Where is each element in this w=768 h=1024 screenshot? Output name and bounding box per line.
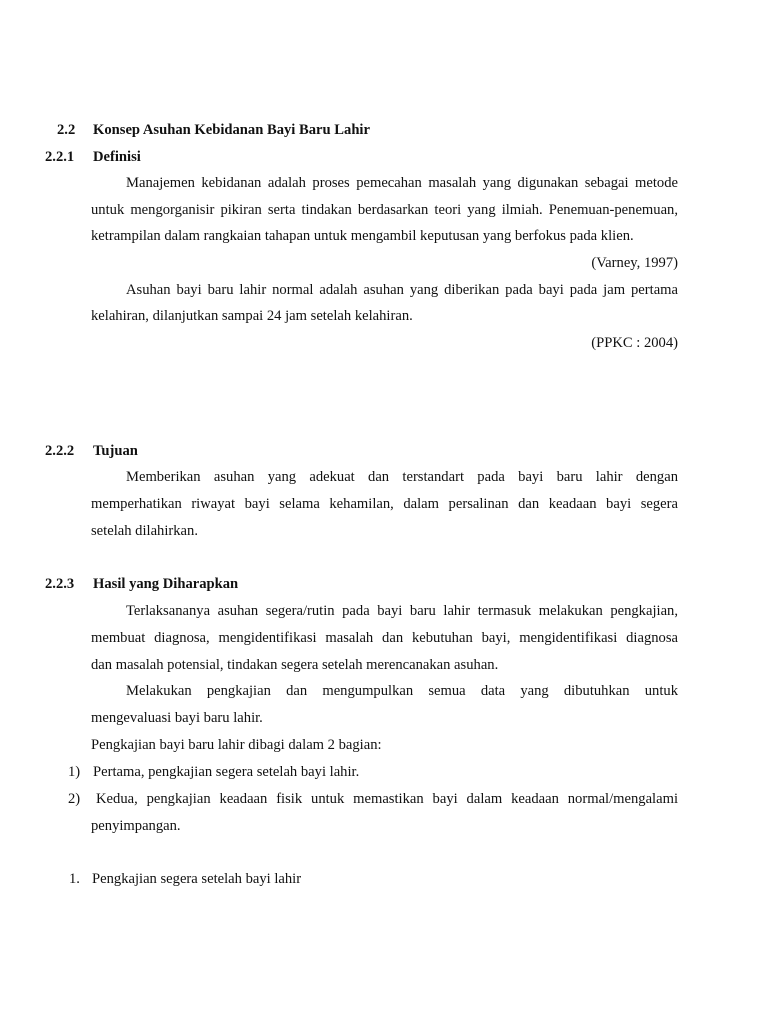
section-2-2-3-number: 2.2.3: [45, 576, 75, 592]
tujuan-line2: memperhatikan riwayat bayi selama kehamilan, dalam persalinan dan keadaan bayi segera: [91, 496, 678, 512]
definisi-para1-line1: Manajemen kebidanan adalah proses pemecahan masalah yang digunakan sebagai metode: [126, 175, 678, 191]
section-2-2-title: Konsep Asuhan Kebidanan Bayi Baru Lahir: [93, 122, 370, 138]
section-2-2-number: 2.2: [57, 122, 76, 138]
list-marker-1: 1): [68, 764, 81, 780]
hasil-para2-line2: mengevaluasi bayi baru lahir.: [91, 710, 263, 726]
hasil-para1-line2: membuat diagnosa, mengidentifikasi masalah dan kebutuhan bayi, mengidentifikasi diagnosa: [91, 630, 678, 646]
citation-varney: (Varney, 1997): [591, 255, 678, 271]
tujuan-line1: Memberikan asuhan yang adekuat dan terstandart pada bayi baru lahir dengan: [126, 469, 678, 485]
subheading-marker: 1.: [69, 871, 80, 887]
definisi-para2-line1: Asuhan bayi baru lahir normal adalah asuhan yang diberikan pada bayi pada jam pertama: [126, 282, 678, 298]
hasil-para1-line1: Terlaksananya asuhan segera/rutin pada bayi baru lahir termasuk melakukan pengkajian,: [126, 603, 678, 619]
hasil-para1-line3: dan masalah potensial, tindakan segera setelah merencanakan asuhan.: [91, 657, 499, 673]
list-marker-2: 2): [68, 791, 81, 807]
list-item-1: Pertama, pengkajian segera setelah bayi lahir.: [93, 764, 360, 780]
section-2-2-3-title: Hasil yang Diharapkan: [93, 576, 239, 592]
definisi-para1-line2: untuk mengorganisir pikiran serta tindakan berdasarkan teori yang ilmiah. Penemuan-penemuan,: [91, 202, 678, 218]
section-2-2-2-title: Tujuan: [93, 443, 138, 459]
hasil-intro: Pengkajian bayi baru lahir dibagi dalam 2 bagian:: [91, 737, 382, 753]
tujuan-line3: setelah dilahirkan.: [91, 523, 198, 539]
list-item-2-line2: penyimpangan.: [91, 818, 181, 834]
section-2-2-1-number: 2.2.1: [45, 149, 75, 165]
hasil-para2-line1: Melakukan pengkajian dan mengumpulkan semua data yang dibutuhkan untuk: [126, 683, 678, 699]
definisi-para2-line2: kelahiran, dilanjutkan sampai 24 jam setelah kelahiran.: [91, 308, 413, 324]
citation-ppkc: (PPKC : 2004): [591, 335, 678, 351]
list-item-2-line1: Kedua, pengkajian keadaan fisik untuk memastikan bayi dalam keadaan normal/mengalami: [96, 791, 678, 807]
subheading-pengkajian: Pengkajian segera setelah bayi lahir: [92, 871, 302, 887]
definisi-para1-line3: ketrampilan dalam rangkaian tahapan untuk mengambil keputusan yang berfokus pada klien.: [91, 228, 634, 244]
section-2-2-1-title: Definisi: [93, 149, 141, 165]
section-2-2-2-number: 2.2.2: [45, 443, 75, 459]
